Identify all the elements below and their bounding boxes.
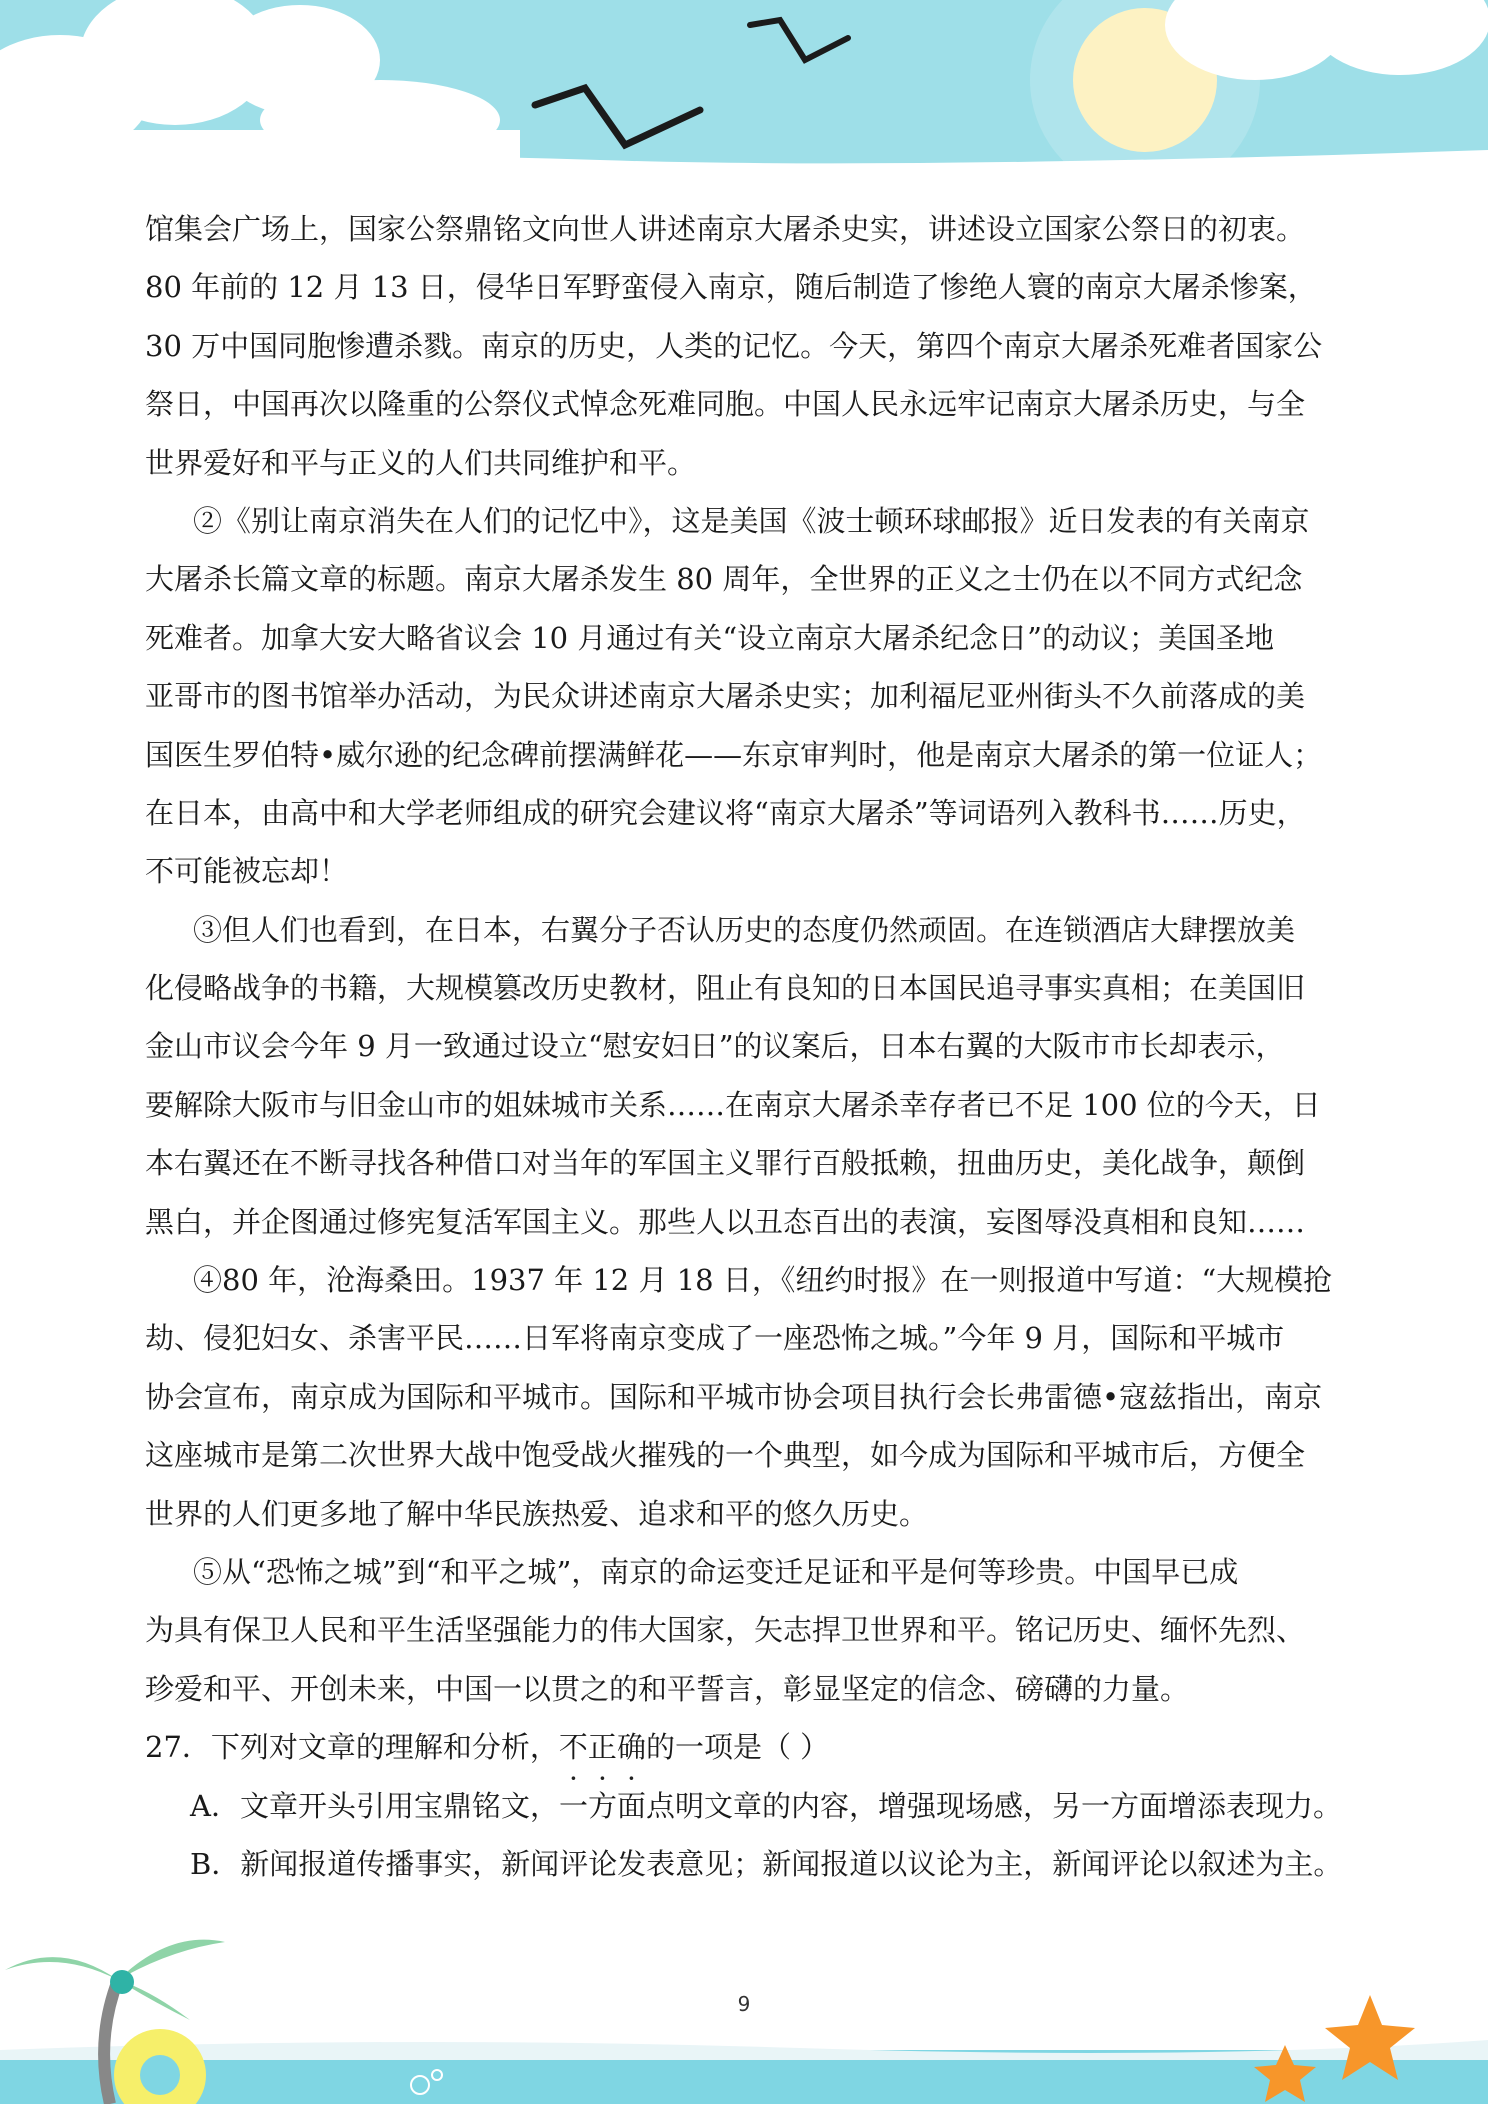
text-line: 馆集会广场上，国家公祭鼎铭文向世人讲述南京大屠杀史实，讲述设立国家公祭日的初衷。 [145, 212, 1306, 246]
text-line: 要解除大阪市与旧金山市的姐妹城市关系……在南京大屠杀幸存者已不足 100 位的今天，日 [145, 1087, 1321, 1122]
text-line: 大屠杀长篇文章的标题。南京大屠杀发生 80 周年，全世界的正义之士仍在以不同方式纪念 [145, 562, 1303, 597]
text-line: 协会宣布，南京成为国际和平城市。国际和平城市协会项目执行会长弗雷德•寇兹指出，南京 [145, 1379, 1323, 1414]
text-line: 本右翼还在不断寻找各种借口对当年的军国主义罪行百般抵赖，扭曲历史，美化战争，颠倒 [145, 1146, 1306, 1181]
text-line: 劫、侵犯妇女、杀害平民……日军将南京变成了一座恐怖之城。”今年 9 月，国际和平城市 [145, 1321, 1285, 1356]
text-line: ④80 年，沧海桑田。1937 年 12 月 18 日，《纽约时报》在一则报道中写道：“大规模抢 [193, 1263, 1333, 1298]
text-line: ②《别让南京消失在人们的记忆中》，这是美国《波士顿环球邮报》近日发表的有关南京 [193, 503, 1310, 538]
text-line: ③但人们也看到，在日本，右翼分子否认历史的态度仍然顽固。在连锁酒店大肆摆放美 [193, 912, 1296, 947]
question-stem [145, 1718, 1345, 1776]
text-line: 死难者。加拿大安大略省议会 10 月通过有关“设立南京大屠杀纪念日”的动议；美国圣地 [145, 620, 1274, 655]
text-line: 黑白，并企图通过修宪复活军国主义。那些人以丑态百出的表演，妄图辱没真相和良知…… [145, 1204, 1306, 1239]
page-number: 9 [737, 1992, 751, 2016]
text-line: 80 年前的 12 月 13 日，侵华日军野蛮侵入南京，随后制造了惨绝人寰的南京大屠杀惨案， [145, 270, 1317, 305]
text-line: 化侵略战争的书籍，大规模篡改历史教材，阻止有良知的日本国民追寻事实真相；在美国旧 [145, 971, 1306, 1006]
text-line: 不可能被忘却！ [145, 854, 349, 889]
text-line: 亚哥市的图书馆举办活动，为民众讲述南京大屠杀史实；加利福尼亚州街头不久前落成的美 [145, 679, 1306, 714]
text-line: 世界的人们更多地了解中华民族热爱、追求和平的悠久历史。 [145, 1496, 929, 1531]
emphasized-char: 正 [587, 1730, 617, 1765]
text-line: 30 万中国同胞惨遭杀戮。南京的历史，人类的记忆。今天，第四个南京大屠杀死难者国家公 [145, 328, 1323, 363]
text-line: 国医生罗伯特•威尔逊的纪念碑前摆满鲜花——东京审判时，他是南京大屠杀的第一位证人； [145, 737, 1323, 772]
text-line: 这座城市是第二次世界大战中饱受战火摧残的一个典型，如今成为国际和平城市后，方便全 [145, 1438, 1306, 1473]
header-sky-decoration [0, 0, 1488, 170]
answer-option: A．文章开头引用宝鼎铭文，一方面点明文章的内容，增强现场感，另一方面增添表现力。 [190, 1788, 1342, 1823]
text-line: ⑤从“恐怖之城”到“和平之城”，南京的命运变迁足证和平是何等珍贵。中国早已成 [193, 1554, 1239, 1589]
text-line: 在日本，由高中和大学老师组成的研究会建议将“南京大屠杀”等词语列入教科书……历史， [145, 795, 1306, 830]
text-line: 世界爱好和平与正义的人们共同维护和平。 [145, 445, 697, 480]
text-line: 祭日，中国再次以隆重的公祭仪式悼念死难同胞。中国人民永远牢记南京大屠杀历史，与全 [145, 387, 1306, 422]
text-line: 珍爱和平、开创未来，中国一以贯之的和平誓言，彰显坚定的信念、磅礴的力量。 [145, 1671, 1190, 1706]
answer-option: B．新闻报道传播事实，新闻评论发表意见；新闻报道以议论为主，新闻评论以叙述为主。 [190, 1846, 1343, 1881]
article-body [145, 200, 1345, 1893]
emphasized-char: 确 [616, 1730, 646, 1765]
emphasized-char: 不 [558, 1730, 588, 1765]
question-prefix: 27．下列对文章的理解和分析， [145, 1730, 559, 1765]
swim-ring-icon [114, 2029, 206, 2104]
question-suffix: 的一项是（ ） [645, 1730, 830, 1765]
text-line: 金山市议会今年 9 月一致通过设立“慰安妇日”的议案后，日本右翼的大阪市市长却表示， [145, 1029, 1285, 1064]
text-line: 为具有保卫人民和平生活坚强能力的伟大国家，矢志捍卫世界和平。铭记历史、缅怀先烈、 [145, 1613, 1306, 1648]
